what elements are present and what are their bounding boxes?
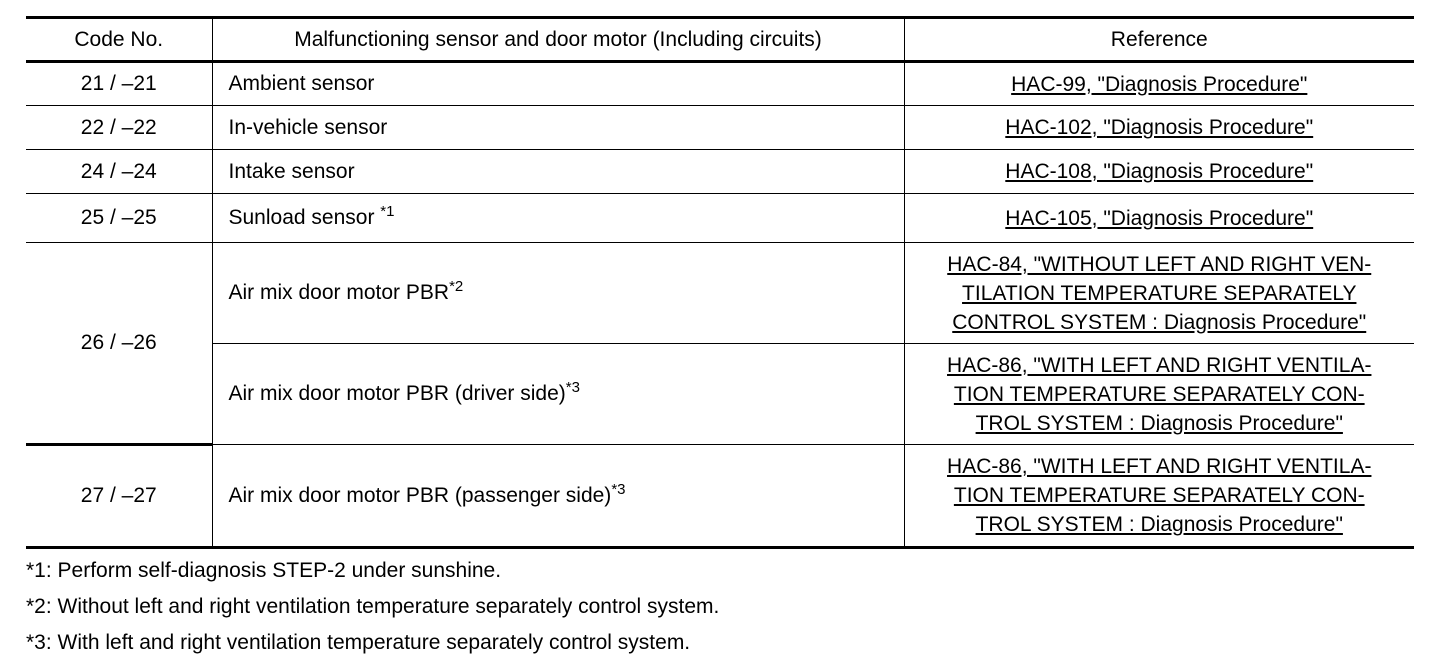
motor-label: Air mix door motor PBR (passenger side) xyxy=(228,483,612,507)
table-row xyxy=(26,194,1414,243)
header-reference: Reference xyxy=(904,18,1414,62)
sensor-label: Intake sensor xyxy=(228,159,355,183)
code-cell: 22 / –22 xyxy=(26,106,212,150)
reference-line: TION TEMPERATURE SEPARATELY CON- xyxy=(953,484,1365,507)
code-cell: 27 / –27 xyxy=(26,445,212,548)
footnotes xyxy=(26,553,1414,661)
table-row xyxy=(26,344,1414,445)
reference-link[interactable] xyxy=(947,354,1371,435)
reference-line: HAC-86, "WITH LEFT AND RIGHT VENTILA- xyxy=(947,455,1372,478)
reference-line: TROL SYSTEM : Diagnosis Procedure" xyxy=(975,411,1343,435)
footnote-marker: *3 xyxy=(611,480,626,498)
table-row xyxy=(26,445,1414,548)
footnote: *3: With left and right ventilation temperature separately control system. xyxy=(26,631,691,654)
reference-link[interactable] xyxy=(947,253,1371,334)
reference-cell xyxy=(904,243,1414,344)
footnote-marker: *1 xyxy=(380,203,395,220)
sensor-label: Sunload sensor xyxy=(228,206,381,229)
reference-line: TILATION TEMPERATURE SEPARATELY xyxy=(962,281,1357,305)
diagnosis-code-table xyxy=(26,16,1414,549)
sensor-label: In-vehicle sensor xyxy=(228,115,388,139)
table-row xyxy=(26,243,1414,344)
reference-line: HAC-86, "WITH LEFT AND RIGHT VENTILA- xyxy=(947,353,1372,377)
reference-line: TROL SYSTEM : Diagnosis Procedure" xyxy=(975,513,1343,536)
sensor-cell xyxy=(212,194,904,243)
reference-line: CONTROL SYSTEM : Diagnosis Procedure" xyxy=(952,310,1367,334)
code-cell: 24 / –24 xyxy=(26,150,212,194)
code-cell: 21 / –21 xyxy=(26,62,212,106)
table-header-row xyxy=(26,18,1414,62)
reference-cell xyxy=(904,344,1414,445)
reference-cell xyxy=(904,62,1414,106)
motor-cell xyxy=(212,445,904,548)
code-cell: 26 / –26 xyxy=(26,243,212,445)
motor-label: Air mix door motor PBR (driver side) xyxy=(228,382,566,405)
reference-line: TION TEMPERATURE SEPARATELY CON- xyxy=(953,382,1365,406)
footnote: *2: Without left and right ventilation temperature separately control system. xyxy=(26,595,720,618)
reference-cell xyxy=(904,194,1414,243)
table-row xyxy=(26,106,1414,150)
reference-cell xyxy=(904,106,1414,150)
reference-link[interactable]: HAC-108, "Diagnosis Procedure" xyxy=(1005,160,1314,183)
footnote-marker: *2 xyxy=(449,278,464,295)
reference-link[interactable]: HAC-105, "Diagnosis Procedure" xyxy=(1005,206,1314,230)
sensor-label: Ambient sensor xyxy=(228,72,375,95)
reference-link[interactable]: HAC-102, "Diagnosis Procedure" xyxy=(1005,116,1314,139)
footnote-marker: *3 xyxy=(565,379,580,396)
motor-cell xyxy=(212,243,904,344)
sensor-cell xyxy=(212,106,904,150)
table-row xyxy=(26,62,1414,106)
reference-line: HAC-84, "WITHOUT LEFT AND RIGHT VEN- xyxy=(947,252,1372,276)
header-malfunction: Malfunctioning sensor and door motor (Including circuits) xyxy=(212,18,904,62)
motor-label: Air mix door motor PBR xyxy=(228,281,450,304)
reference-cell xyxy=(904,150,1414,194)
reference-link[interactable]: HAC-99, "Diagnosis Procedure" xyxy=(1011,72,1308,96)
footnote: *1: Perform self-diagnosis STEP-2 under sunshine. xyxy=(26,559,502,582)
sensor-cell xyxy=(212,150,904,194)
table-row xyxy=(26,150,1414,194)
motor-cell xyxy=(212,344,904,445)
code-cell: 25 / –25 xyxy=(26,194,212,243)
header-code: Code No. xyxy=(26,18,212,62)
document xyxy=(26,16,1414,661)
reference-link[interactable] xyxy=(947,455,1371,536)
sensor-cell xyxy=(212,62,904,106)
reference-cell xyxy=(904,445,1414,548)
